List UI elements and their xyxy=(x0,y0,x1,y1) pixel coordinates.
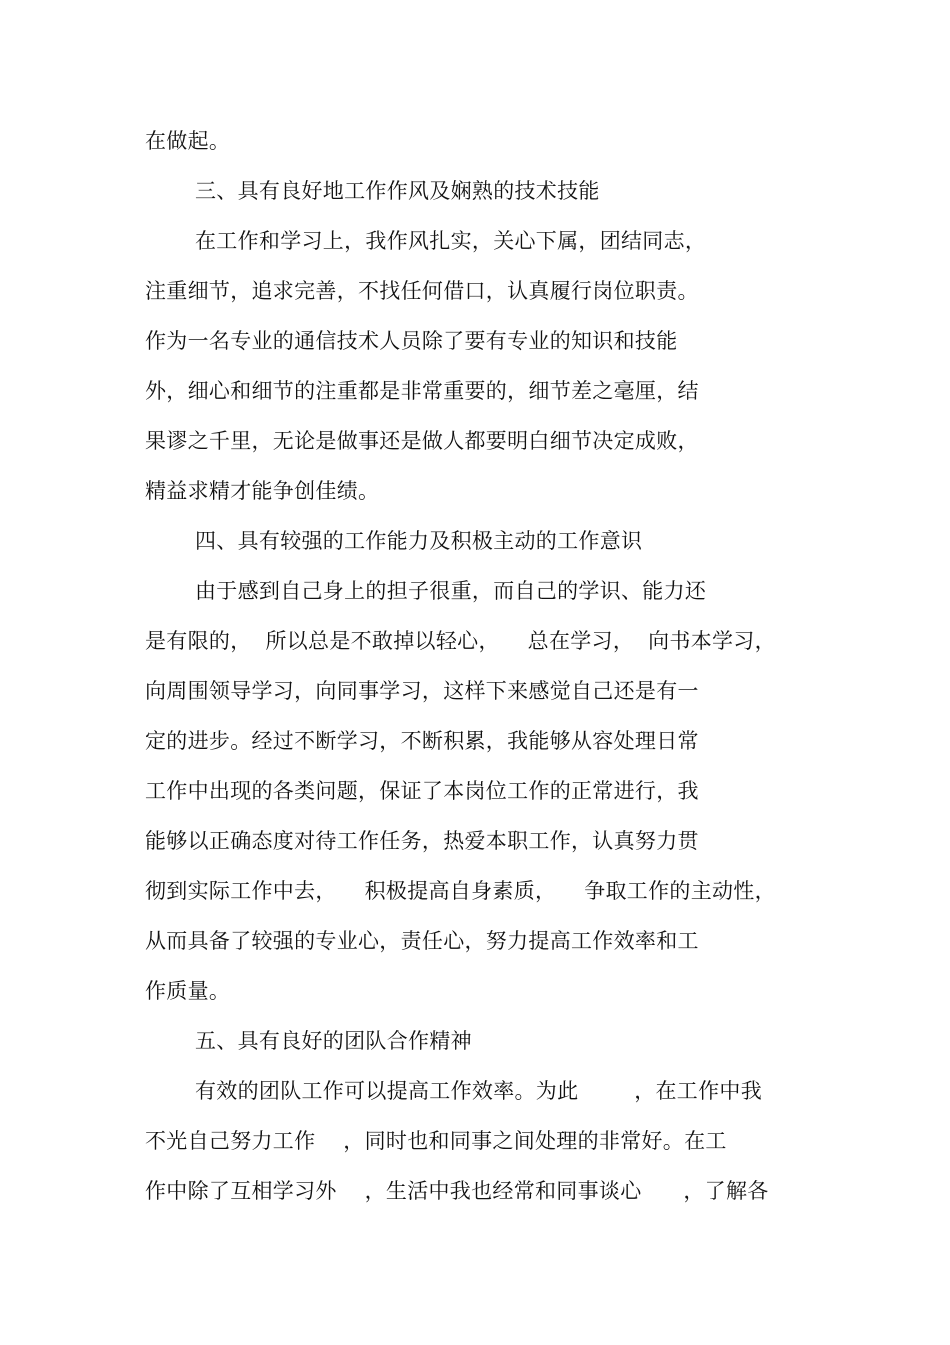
text-line: 由于感到自己身上的担子很重，而自己的学识、能力还 xyxy=(195,579,707,603)
text-line: 作为一名专业的通信技术人员除了要有专业的知识和技能 xyxy=(145,329,678,353)
text-line: 彻到实际工作中去， 积极提高自身素质， 争取工作的主动性， xyxy=(145,879,776,903)
text-line: 工作中出现的各类问题，保证了本岗位工作的正常进行，我 xyxy=(145,779,699,803)
section-heading: 五、具有良好的团队合作精神 xyxy=(195,1029,472,1053)
text-line: 有效的团队工作可以提高工作效率。为此 ，在工作中我 xyxy=(195,1079,762,1103)
text-line: 精益求精才能争创佳绩。 xyxy=(145,479,380,503)
section-heading: 四、具有较强的工作能力及积极主动的工作意识 xyxy=(195,529,643,553)
text-line: 从而具备了较强的专业心，责任心，努力提高工作效率和工 xyxy=(145,929,699,953)
text-line: 不光自己努力工作 ，同时也和同事之间处理的非常好。在工 xyxy=(145,1129,727,1153)
section-heading: 三、具有良好地工作作风及娴熟的技术技能 xyxy=(195,179,600,203)
text-line: 作中除了互相学习外 ，生活中我也经常和同事谈心 ，了解各 xyxy=(145,1179,769,1203)
text-line: 果谬之千里，无论是做事还是做人都要明白细节决定成败， xyxy=(145,429,699,453)
text-line: 能够以正确态度对待工作任务，热爱本职工作，认真努力贯 xyxy=(145,829,699,853)
text-line: 作质量。 xyxy=(145,979,231,1003)
text-line: 是有限的， 所以总是不敢掉以轻心， 总在学习， 向书本学习， xyxy=(145,629,776,653)
text-line: 外，细心和细节的注重都是非常重要的，细节差之毫厘，结 xyxy=(145,379,699,403)
text-line: 在工作和学习上，我作风扎实，关心下属，团结同志， xyxy=(195,229,707,253)
text-line: 注重细节，追求完善，不找任何借口，认真履行岗位职责。 xyxy=(145,279,699,303)
text-line: 定的进步。经过不断学习，不断积累，我能够从容处理日常 xyxy=(145,729,699,753)
text-line: 向周围领导学习，向同事学习，这样下来感觉自己还是有一 xyxy=(145,679,699,703)
text-line: 在做起。 xyxy=(145,129,231,153)
